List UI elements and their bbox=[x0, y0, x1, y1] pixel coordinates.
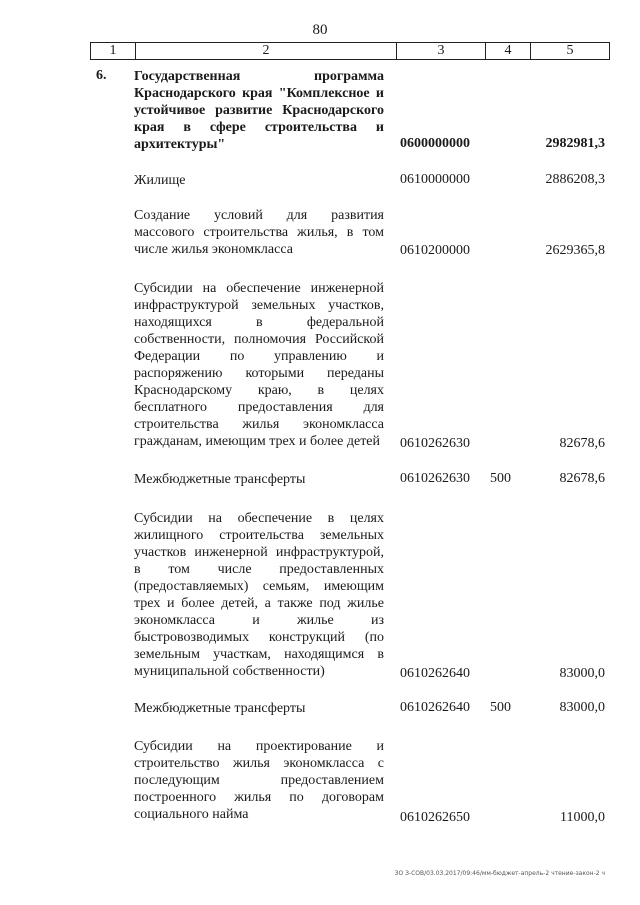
row-sum: 82678,6 bbox=[559, 471, 605, 486]
row-name: Межбюджетные трансферты bbox=[134, 472, 306, 487]
row-name: Создание условий для развития массового строительства жилья, в том числе жилья экономкласса bbox=[134, 208, 384, 257]
row-name: Жилище bbox=[134, 173, 186, 188]
row-sum: 2886208,3 bbox=[545, 172, 605, 187]
row-sum: 2629365,8 bbox=[545, 243, 605, 258]
row-sum: 2982981,3 bbox=[545, 136, 605, 151]
row-code: 0600000000 bbox=[400, 136, 470, 151]
row-name: Субсидии на проектирование и строительство жилья экономкласса с последующим предоставлением построенного жилья по договорам социального найма bbox=[134, 739, 384, 822]
row-code: 0610262630 bbox=[400, 436, 470, 451]
header-col-5: 5 bbox=[531, 43, 610, 60]
row-name: Субсидии на обеспечение в целях жилищного строительства земельных участков инженерной инфраструктурой, в том числе предоставленных (предоставляемых) семьям, имеющим трех и более детей, а также под жилье экономкласса и жилье из быстровозводимых конструкций (по земельным участкам, находящимся в муниципальной собственности) bbox=[134, 511, 384, 679]
row-name: Государственная программа Краснодарского края "Комплексное и устойчивое развитие Краснодарского края в сфере строительства и архитектуры" bbox=[134, 69, 384, 152]
row-name: Субсидии на обеспечение инженерной инфраструктурой земельных участков, находящихся в федеральной собственности, полномочия Российской Федерации по управлению и распоряжению которыми переданы Краснодарскому краю, в целях бесплатного предоставления для строительства жилья экономкласса гражданам, имеющим трех и более детей bbox=[134, 281, 384, 449]
row-number: 6. bbox=[96, 68, 107, 83]
row-code: 0610262630 bbox=[400, 471, 470, 486]
header-col-3: 3 bbox=[397, 43, 486, 60]
row-code: 0610262650 bbox=[400, 810, 470, 825]
row-name: Межбюджетные трансферты bbox=[134, 701, 306, 716]
page-number: 80 bbox=[312, 22, 328, 38]
row-code: 0610262640 bbox=[400, 700, 470, 715]
footer-file-stamp: ЗО З-СОВ/03.03.2017/09:46/мм-бюджет-апрель-2 чтение-закон-2 ч bbox=[394, 870, 605, 877]
row-expense-type: 500 bbox=[490, 700, 511, 715]
row-sum: 83000,0 bbox=[559, 700, 605, 715]
row-sum: 83000,0 bbox=[559, 666, 605, 681]
header-col-4: 4 bbox=[486, 43, 531, 60]
row-sum: 11000,0 bbox=[560, 810, 605, 825]
header-col-1: 1 bbox=[91, 43, 136, 60]
row-expense-type: 500 bbox=[490, 471, 511, 486]
row-sum: 82678,6 bbox=[559, 436, 605, 451]
row-code: 0610262640 bbox=[400, 666, 470, 681]
row-code: 0610200000 bbox=[400, 243, 470, 258]
row-code: 0610000000 bbox=[400, 172, 470, 187]
column-header-table bbox=[90, 42, 610, 60]
header-col-2: 2 bbox=[136, 43, 397, 60]
